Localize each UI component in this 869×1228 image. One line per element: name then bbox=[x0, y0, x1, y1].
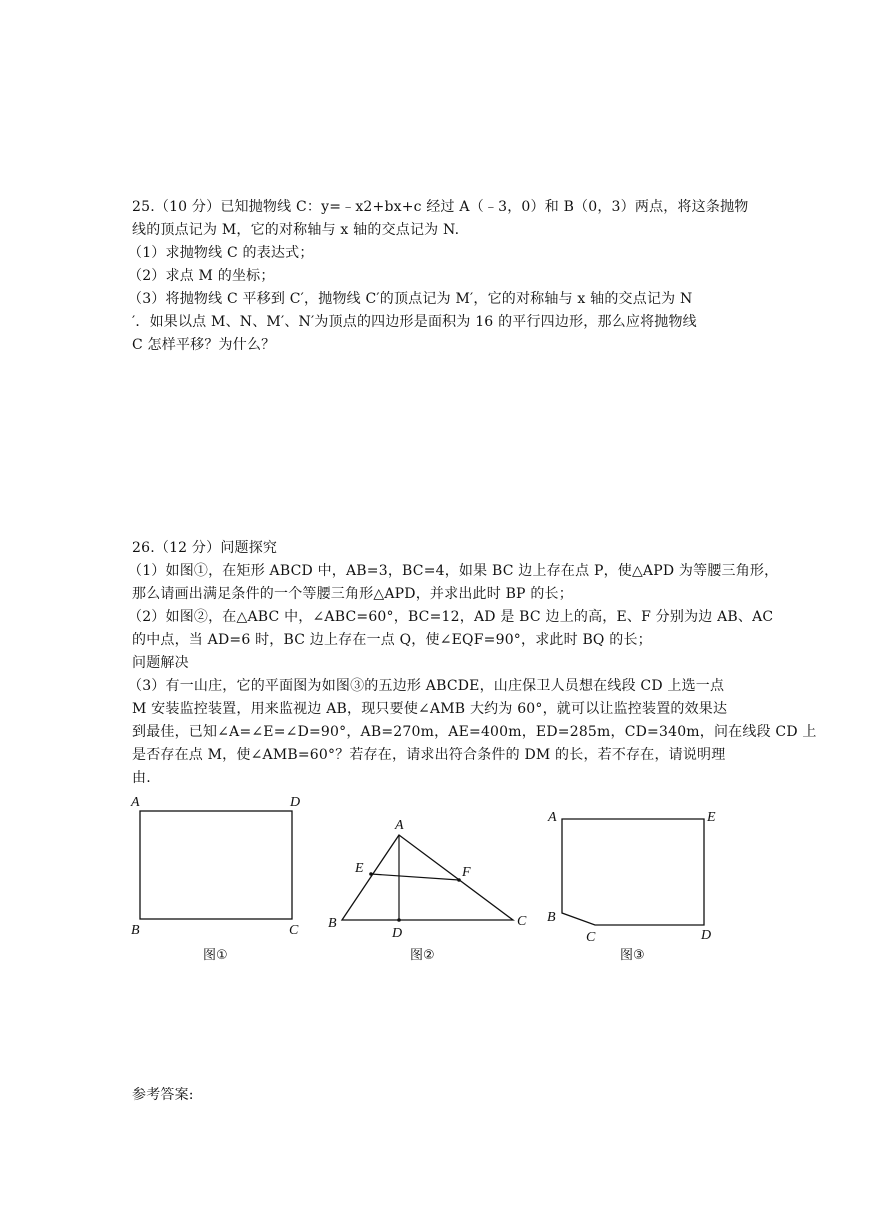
q25-part-3: （3）将抛物线 C 平移到 C′，抛物线 C′的顶点记为 M′，它的对称轴与 x 轴的交点记为 N bbox=[128, 291, 693, 307]
fig2-label-d: D bbox=[392, 926, 403, 941]
fig1-caption: 图① bbox=[203, 948, 228, 963]
point-e bbox=[369, 872, 373, 876]
q26-problem-solving-heading: 问题解决 bbox=[132, 655, 189, 671]
fig1-label-d: D bbox=[290, 795, 301, 810]
fig1-label-a: A bbox=[131, 795, 140, 810]
q26-part-3-cont-1: M 安装监控装置，用来监视边 AB，现只要使∠AMB 大约为 60°，就可以让监控装置的效果达 bbox=[132, 701, 728, 717]
segment-ef bbox=[371, 874, 459, 880]
fig3-label-a: A bbox=[548, 810, 557, 825]
fig2-caption: 图② bbox=[410, 948, 435, 963]
point-f bbox=[457, 878, 461, 882]
q26-heading: 26.（12 分）问题探究 bbox=[132, 540, 278, 556]
q26-part-1-cont: 那么请画出满足条件的一个等腰三角形△APD，并求出此时 BP 的长； bbox=[132, 586, 573, 602]
figure-2-triangle bbox=[325, 810, 535, 970]
fig2-label-b: B bbox=[328, 916, 337, 931]
answer-heading: 参考答案: bbox=[132, 1087, 194, 1103]
q26-part-3-cont-4: 由. bbox=[132, 770, 151, 786]
q26-part-3-cont-2: 到最佳，已知∠A=∠E=∠D=90°，AB=270m，AE=400m，ED=285m，CD=340m，问在线段 CD 上 bbox=[132, 724, 817, 740]
q26-part-1: （1）如图①，在矩形 ABCD 中，AB=3，BC=4，如果 BC 边上存在点 P，使△APD 为等腰三角形， bbox=[128, 563, 779, 579]
fig2-label-c: C bbox=[517, 914, 527, 929]
figure-3-pentagon bbox=[540, 800, 730, 970]
pentagon-abcde bbox=[562, 819, 704, 925]
fig3-label-d: D bbox=[701, 928, 712, 943]
q25-part-2: （2）求点 M 的坐标； bbox=[128, 268, 275, 284]
rectangle-abcd bbox=[140, 811, 292, 919]
fig1-label-c: C bbox=[289, 923, 299, 938]
q26-part-3-cont-3: 是否存在点 M，使∠AMB=60°？若存在，请求出符合条件的 DM 的长，若不存在，请说明理 bbox=[132, 747, 726, 763]
q26-part-3: （3）有一山庄，它的平面图为如图③的五边形 ABCDE，山庄保卫人员想在线段 CD 上选一点 bbox=[128, 678, 725, 694]
fig3-label-c: C bbox=[586, 930, 596, 945]
q26-part-2-cont: 的中点，当 AD=6 时，BC 边上存在一点 Q，使∠EQF=90°，求此时 BQ 的长； bbox=[132, 632, 652, 648]
fig3-label-b: B bbox=[547, 910, 556, 925]
q25-part-3-cont-1: ′．如果以点 M、N、M′、N′为顶点的四边形是面积为 16 的平行四边形，那么应将抛物线 bbox=[132, 314, 697, 330]
q26-part-2: （2）如图②，在△ABC 中，∠ABC=60°，BC=12，AD 是 BC 边上的高，E、F 分别为边 AB、AC bbox=[128, 609, 774, 625]
point-d bbox=[397, 918, 401, 922]
fig1-label-b: B bbox=[131, 923, 140, 938]
figure-1-rectangle bbox=[125, 790, 315, 970]
q25-part-1: （1）求抛物线 C 的表达式； bbox=[128, 245, 314, 261]
fig2-label-f: F bbox=[462, 865, 471, 880]
q25-line-2: 线的顶点记为 M，它的对称轴与 x 轴的交点记为 N. bbox=[132, 222, 460, 238]
fig2-label-e: E bbox=[355, 861, 364, 876]
fig3-caption: 图③ bbox=[620, 948, 645, 963]
fig3-label-e: E bbox=[707, 810, 716, 825]
q25-part-3-cont-2: C 怎样平移？为什么？ bbox=[132, 337, 276, 353]
fig2-label-a: A bbox=[395, 818, 404, 833]
q25-line-1: 25.（10 分）已知抛物线 C：y=﹣x2+bx+c 经过 A（﹣3，0）和 B（0，3）两点，将这条抛物 bbox=[132, 199, 749, 215]
